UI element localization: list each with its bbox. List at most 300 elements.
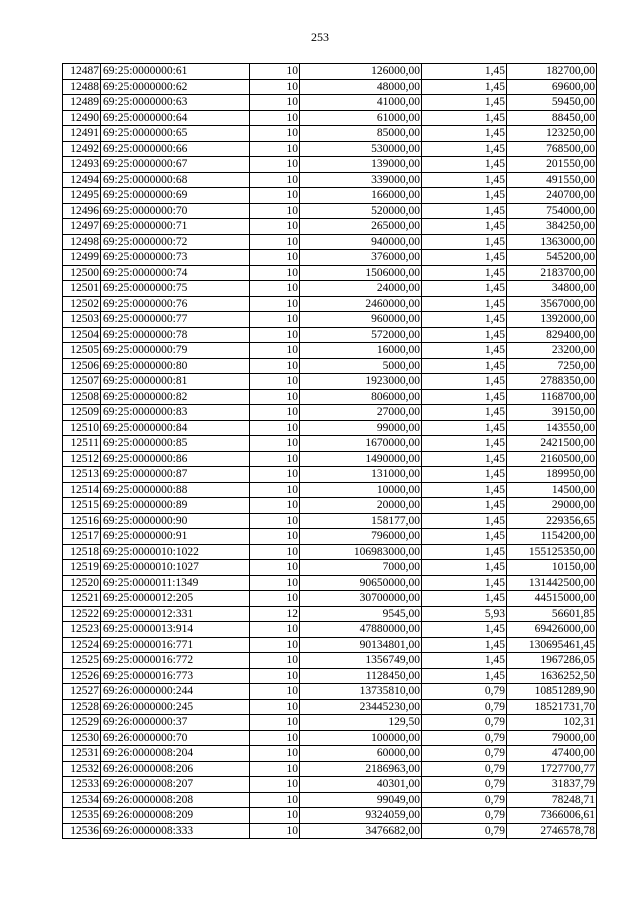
category-cell: 10: [250, 265, 300, 281]
row-number-cell: 12510: [63, 420, 101, 436]
cadastral-value-cell: 2186963,00: [300, 761, 422, 777]
row-number-cell: 12511: [63, 436, 101, 452]
cadastral-number-cell: 69:26:0000000:70: [101, 730, 250, 746]
result-value-cell: 3567000,00: [507, 296, 597, 312]
cadastral-value-cell: 131000,00: [300, 467, 422, 483]
cadastral-value-cell: 572000,00: [300, 327, 422, 343]
coefficient-cell: 1,45: [422, 157, 507, 173]
coefficient-cell: 0,79: [422, 715, 507, 731]
cadastral-value-cell: 5000,00: [300, 358, 422, 374]
cadastral-number-cell: 69:25:0000000:61: [101, 64, 250, 80]
row-number-cell: 12526: [63, 668, 101, 684]
row-number-cell: 12524: [63, 637, 101, 653]
cadastral-number-cell: 69:25:0000011:1349: [101, 575, 250, 591]
category-cell: 10: [250, 343, 300, 359]
category-cell: 10: [250, 374, 300, 390]
row-number-cell: 12522: [63, 606, 101, 622]
result-value-cell: 10150,00: [507, 560, 597, 576]
table-row: [63, 110, 597, 126]
cadastral-value-cell: 24000,00: [300, 281, 422, 297]
coefficient-cell: 1,45: [422, 219, 507, 235]
category-cell: 10: [250, 498, 300, 514]
table-row: [63, 250, 597, 266]
table-row: [63, 777, 597, 793]
row-number-cell: 12502: [63, 296, 101, 312]
category-cell: 10: [250, 730, 300, 746]
coefficient-cell: 5,93: [422, 606, 507, 622]
coefficient-cell: 1,45: [422, 529, 507, 545]
cadastral-number-cell: 69:25:0000000:69: [101, 188, 250, 204]
table-row: [63, 684, 597, 700]
category-cell: 10: [250, 157, 300, 173]
result-value-cell: 130695461,45: [507, 637, 597, 653]
cadastral-number-cell: 69:25:0000000:74: [101, 265, 250, 281]
row-number-cell: 12516: [63, 513, 101, 529]
category-cell: 10: [250, 79, 300, 95]
coefficient-cell: 1,45: [422, 234, 507, 250]
cadastral-value-cell: 90650000,00: [300, 575, 422, 591]
cadastral-number-cell: 69:25:0000000:82: [101, 389, 250, 405]
table-row: [63, 668, 597, 684]
table-row: [63, 296, 597, 312]
cadastral-value-cell: 23445230,00: [300, 699, 422, 715]
category-cell: 10: [250, 761, 300, 777]
cadastral-number-cell: 69:25:0000000:84: [101, 420, 250, 436]
table-row: [63, 606, 597, 622]
coefficient-cell: 1,45: [422, 64, 507, 80]
category-cell: 10: [250, 823, 300, 839]
cadastral-value-cell: 1356749,00: [300, 653, 422, 669]
table-row: [63, 653, 597, 669]
result-value-cell: 182700,00: [507, 64, 597, 80]
coefficient-cell: 1,45: [422, 312, 507, 328]
result-value-cell: 1154200,00: [507, 529, 597, 545]
result-value-cell: 545200,00: [507, 250, 597, 266]
coefficient-cell: 1,45: [422, 79, 507, 95]
result-value-cell: 29000,00: [507, 498, 597, 514]
cadastral-value-cell: 940000,00: [300, 234, 422, 250]
cadastral-number-cell: 69:25:0000000:77: [101, 312, 250, 328]
table-row: [63, 79, 597, 95]
table-row: [63, 141, 597, 157]
cadastral-number-cell: 69:25:0000000:78: [101, 327, 250, 343]
result-value-cell: 240700,00: [507, 188, 597, 204]
result-value-cell: 2421500,00: [507, 436, 597, 452]
cadastral-value-cell: 100000,00: [300, 730, 422, 746]
row-number-cell: 12497: [63, 219, 101, 235]
cadastral-number-cell: 69:25:0000000:81: [101, 374, 250, 390]
row-number-cell: 12504: [63, 327, 101, 343]
table-row: [63, 482, 597, 498]
category-cell: 10: [250, 110, 300, 126]
cadastral-number-cell: 69:26:0000008:204: [101, 746, 250, 762]
row-number-cell: 12525: [63, 653, 101, 669]
cadastral-value-cell: 27000,00: [300, 405, 422, 421]
table-row: [63, 157, 597, 173]
cadastral-number-cell: 69:26:0000008:333: [101, 823, 250, 839]
cadastral-number-cell: 69:25:0000010:1027: [101, 560, 250, 576]
result-value-cell: 69600,00: [507, 79, 597, 95]
result-value-cell: 79000,00: [507, 730, 597, 746]
category-cell: 10: [250, 141, 300, 157]
coefficient-cell: 1,45: [422, 622, 507, 638]
table-row: [63, 374, 597, 390]
cadastral-number-cell: 69:25:0000000:70: [101, 203, 250, 219]
cadastral-value-cell: 90134801,00: [300, 637, 422, 653]
cadastral-value-cell: 960000,00: [300, 312, 422, 328]
table-row: [63, 529, 597, 545]
coefficient-cell: 1,45: [422, 389, 507, 405]
cadastral-value-cell: 41000,00: [300, 95, 422, 111]
category-cell: 10: [250, 126, 300, 142]
cadastral-number-cell: 69:25:0000000:89: [101, 498, 250, 514]
category-cell: 10: [250, 529, 300, 545]
result-value-cell: 201550,00: [507, 157, 597, 173]
result-value-cell: 2788350,00: [507, 374, 597, 390]
result-value-cell: 102,31: [507, 715, 597, 731]
result-value-cell: 44515000,00: [507, 591, 597, 607]
table-row: [63, 188, 597, 204]
table-row: [63, 343, 597, 359]
cadastral-number-cell: 69:25:0000000:67: [101, 157, 250, 173]
category-cell: 10: [250, 808, 300, 824]
cadastral-number-cell: 69:25:0000000:88: [101, 482, 250, 498]
cadastral-number-cell: 69:25:0000000:90: [101, 513, 250, 529]
table-row: [63, 560, 597, 576]
coefficient-cell: 1,45: [422, 467, 507, 483]
row-number-cell: 12515: [63, 498, 101, 514]
table-body: [63, 64, 597, 839]
coefficient-cell: 1,45: [422, 126, 507, 142]
cadastral-value-cell: 376000,00: [300, 250, 422, 266]
table-row: [63, 544, 597, 560]
cadastral-number-cell: 69:25:0000016:772: [101, 653, 250, 669]
cadastral-number-cell: 69:25:0000000:75: [101, 281, 250, 297]
result-value-cell: 768500,00: [507, 141, 597, 157]
result-value-cell: 2160500,00: [507, 451, 597, 467]
row-number-cell: 12509: [63, 405, 101, 421]
coefficient-cell: 1,45: [422, 544, 507, 560]
cadastral-number-cell: 69:25:0000000:71: [101, 219, 250, 235]
coefficient-cell: 1,45: [422, 420, 507, 436]
result-value-cell: 56601,85: [507, 606, 597, 622]
cadastral-number-cell: 69:26:0000008:206: [101, 761, 250, 777]
coefficient-cell: 0,79: [422, 777, 507, 793]
category-cell: 10: [250, 281, 300, 297]
result-value-cell: 10851289,90: [507, 684, 597, 700]
coefficient-cell: 1,45: [422, 513, 507, 529]
table-row: [63, 637, 597, 653]
category-cell: 10: [250, 312, 300, 328]
category-cell: 10: [250, 64, 300, 80]
cadastral-number-cell: 69:25:0000000:76: [101, 296, 250, 312]
cadastral-value-cell: 796000,00: [300, 529, 422, 545]
row-number-cell: 12536: [63, 823, 101, 839]
table-row: [63, 312, 597, 328]
coefficient-cell: 0,79: [422, 746, 507, 762]
table-row: [63, 761, 597, 777]
category-cell: 10: [250, 405, 300, 421]
coefficient-cell: 1,45: [422, 374, 507, 390]
coefficient-cell: 1,45: [422, 358, 507, 374]
coefficient-cell: 1,45: [422, 575, 507, 591]
result-value-cell: 1392000,00: [507, 312, 597, 328]
coefficient-cell: 0,79: [422, 761, 507, 777]
cadastral-value-cell: 1923000,00: [300, 374, 422, 390]
coefficient-cell: 1,45: [422, 95, 507, 111]
result-value-cell: 229356,65: [507, 513, 597, 529]
table-row: [63, 234, 597, 250]
coefficient-cell: 0,79: [422, 808, 507, 824]
row-number-cell: 12527: [63, 684, 101, 700]
cadastral-number-cell: 69:25:0000000:64: [101, 110, 250, 126]
category-cell: 10: [250, 327, 300, 343]
category-cell: 10: [250, 482, 300, 498]
table-row: [63, 699, 597, 715]
category-cell: 10: [250, 188, 300, 204]
coefficient-cell: 1,45: [422, 281, 507, 297]
row-number-cell: 12492: [63, 141, 101, 157]
category-cell: 12: [250, 606, 300, 622]
result-value-cell: 14500,00: [507, 482, 597, 498]
row-number-cell: 12523: [63, 622, 101, 638]
category-cell: 10: [250, 777, 300, 793]
category-cell: 10: [250, 172, 300, 188]
category-cell: 10: [250, 436, 300, 452]
cadastral-number-cell: 69:25:0000000:79: [101, 343, 250, 359]
category-cell: 10: [250, 203, 300, 219]
row-number-cell: 12490: [63, 110, 101, 126]
coefficient-cell: 1,45: [422, 436, 507, 452]
row-number-cell: 12520: [63, 575, 101, 591]
cadastral-value-cell: 2460000,00: [300, 296, 422, 312]
row-number-cell: 12501: [63, 281, 101, 297]
category-cell: 10: [250, 467, 300, 483]
row-number-cell: 12503: [63, 312, 101, 328]
table-row: [63, 513, 597, 529]
coefficient-cell: 1,45: [422, 141, 507, 157]
result-value-cell: 189950,00: [507, 467, 597, 483]
result-value-cell: 491550,00: [507, 172, 597, 188]
row-number-cell: 12495: [63, 188, 101, 204]
coefficient-cell: 1,45: [422, 482, 507, 498]
coefficient-cell: 1,45: [422, 203, 507, 219]
table-row: [63, 358, 597, 374]
cadastral-value-cell: 99049,00: [300, 792, 422, 808]
cadastral-number-cell: 69:25:0000013:914: [101, 622, 250, 638]
result-value-cell: 88450,00: [507, 110, 597, 126]
result-value-cell: 1727700,77: [507, 761, 597, 777]
category-cell: 10: [250, 451, 300, 467]
cadastral-value-cell: 16000,00: [300, 343, 422, 359]
coefficient-cell: 1,45: [422, 110, 507, 126]
table-row: [63, 730, 597, 746]
row-number-cell: 12506: [63, 358, 101, 374]
row-number-cell: 12498: [63, 234, 101, 250]
row-number-cell: 12519: [63, 560, 101, 576]
result-value-cell: 34800,00: [507, 281, 597, 297]
result-value-cell: 2183700,00: [507, 265, 597, 281]
row-number-cell: 12488: [63, 79, 101, 95]
table-row: [63, 591, 597, 607]
cadastral-value-cell: 166000,00: [300, 188, 422, 204]
result-value-cell: 384250,00: [507, 219, 597, 235]
cadastral-number-cell: 69:25:0000000:91: [101, 529, 250, 545]
cadastral-number-cell: 69:25:0000000:65: [101, 126, 250, 142]
cadastral-number-cell: 69:26:0000008:207: [101, 777, 250, 793]
row-number-cell: 12491: [63, 126, 101, 142]
result-value-cell: 829400,00: [507, 327, 597, 343]
coefficient-cell: 0,79: [422, 792, 507, 808]
category-cell: 10: [250, 591, 300, 607]
result-value-cell: 7250,00: [507, 358, 597, 374]
table-row: [63, 203, 597, 219]
category-cell: 10: [250, 792, 300, 808]
coefficient-cell: 1,45: [422, 327, 507, 343]
result-value-cell: 7366006,61: [507, 808, 597, 824]
row-number-cell: 12529: [63, 715, 101, 731]
result-value-cell: 78248,71: [507, 792, 597, 808]
category-cell: 10: [250, 668, 300, 684]
coefficient-cell: 1,45: [422, 188, 507, 204]
coefficient-cell: 1,45: [422, 498, 507, 514]
row-number-cell: 12487: [63, 64, 101, 80]
result-value-cell: 47400,00: [507, 746, 597, 762]
cadastral-number-cell: 69:25:0000016:771: [101, 637, 250, 653]
table-row: [63, 823, 597, 839]
cadastral-number-cell: 69:25:0000000:80: [101, 358, 250, 374]
category-cell: 10: [250, 684, 300, 700]
row-number-cell: 12518: [63, 544, 101, 560]
result-value-cell: 39150,00: [507, 405, 597, 421]
coefficient-cell: 1,45: [422, 250, 507, 266]
category-cell: 10: [250, 746, 300, 762]
row-number-cell: 12521: [63, 591, 101, 607]
cadastral-value-cell: 1490000,00: [300, 451, 422, 467]
result-value-cell: 131442500,00: [507, 575, 597, 591]
cadastral-table: [62, 63, 597, 839]
row-number-cell: 12531: [63, 746, 101, 762]
category-cell: 10: [250, 234, 300, 250]
row-number-cell: 12528: [63, 699, 101, 715]
cadastral-value-cell: 1506000,00: [300, 265, 422, 281]
result-value-cell: 1636252,50: [507, 668, 597, 684]
cadastral-value-cell: 48000,00: [300, 79, 422, 95]
category-cell: 10: [250, 544, 300, 560]
coefficient-cell: 1,45: [422, 668, 507, 684]
result-value-cell: 1363000,00: [507, 234, 597, 250]
row-number-cell: 12513: [63, 467, 101, 483]
table-row: [63, 265, 597, 281]
row-number-cell: 12530: [63, 730, 101, 746]
cadastral-number-cell: 69:25:0000000:87: [101, 467, 250, 483]
table-row: [63, 95, 597, 111]
cadastral-value-cell: 3476682,00: [300, 823, 422, 839]
coefficient-cell: 1,45: [422, 265, 507, 281]
table-row: [63, 467, 597, 483]
result-value-cell: 69426000,00: [507, 622, 597, 638]
cadastral-value-cell: 139000,00: [300, 157, 422, 173]
cadastral-value-cell: 1670000,00: [300, 436, 422, 452]
result-value-cell: 31837,79: [507, 777, 597, 793]
cadastral-value-cell: 40301,00: [300, 777, 422, 793]
row-number-cell: 12496: [63, 203, 101, 219]
cadastral-value-cell: 60000,00: [300, 746, 422, 762]
cadastral-value-cell: 47880000,00: [300, 622, 422, 638]
category-cell: 10: [250, 358, 300, 374]
row-number-cell: 12500: [63, 265, 101, 281]
table-row: [63, 715, 597, 731]
row-number-cell: 12493: [63, 157, 101, 173]
table-row: [63, 172, 597, 188]
cadastral-value-cell: 530000,00: [300, 141, 422, 157]
row-number-cell: 12489: [63, 95, 101, 111]
cadastral-number-cell: 69:26:0000008:209: [101, 808, 250, 824]
table-row: [63, 498, 597, 514]
coefficient-cell: 0,79: [422, 730, 507, 746]
coefficient-cell: 1,45: [422, 451, 507, 467]
category-cell: 10: [250, 575, 300, 591]
coefficient-cell: 0,79: [422, 699, 507, 715]
result-value-cell: 143550,00: [507, 420, 597, 436]
category-cell: 10: [250, 250, 300, 266]
row-number-cell: 12508: [63, 389, 101, 405]
category-cell: 10: [250, 296, 300, 312]
coefficient-cell: 1,45: [422, 405, 507, 421]
cadastral-number-cell: 69:26:0000000:37: [101, 715, 250, 731]
coefficient-cell: 1,45: [422, 653, 507, 669]
cadastral-number-cell: 69:25:0000000:73: [101, 250, 250, 266]
row-number-cell: 12535: [63, 808, 101, 824]
result-value-cell: 18521731,70: [507, 699, 597, 715]
cadastral-number-cell: 69:25:0000016:773: [101, 668, 250, 684]
category-cell: 10: [250, 622, 300, 638]
cadastral-number-cell: 69:25:0000000:72: [101, 234, 250, 250]
table-row: [63, 436, 597, 452]
table-row: [63, 64, 597, 80]
category-cell: 10: [250, 637, 300, 653]
cadastral-value-cell: 7000,00: [300, 560, 422, 576]
coefficient-cell: 1,45: [422, 591, 507, 607]
result-value-cell: 123250,00: [507, 126, 597, 142]
result-value-cell: 23200,00: [507, 343, 597, 359]
row-number-cell: 12534: [63, 792, 101, 808]
cadastral-value-cell: 9324059,00: [300, 808, 422, 824]
row-number-cell: 12532: [63, 761, 101, 777]
cadastral-number-cell: 69:25:0000000:62: [101, 79, 250, 95]
table-row: [63, 451, 597, 467]
table-row: [63, 126, 597, 142]
cadastral-value-cell: 806000,00: [300, 389, 422, 405]
table-row: [63, 808, 597, 824]
cadastral-number-cell: 69:25:0000010:1022: [101, 544, 250, 560]
cadastral-number-cell: 69:25:0000000:86: [101, 451, 250, 467]
row-number-cell: 12499: [63, 250, 101, 266]
category-cell: 10: [250, 95, 300, 111]
cadastral-value-cell: 9545,00: [300, 606, 422, 622]
category-cell: 10: [250, 560, 300, 576]
result-value-cell: 1168700,00: [507, 389, 597, 405]
coefficient-cell: 0,79: [422, 823, 507, 839]
category-cell: 10: [250, 513, 300, 529]
coefficient-cell: 1,45: [422, 637, 507, 653]
table-row: [63, 219, 597, 235]
cadastral-number-cell: 69:25:0000000:83: [101, 405, 250, 421]
category-cell: 10: [250, 219, 300, 235]
cadastral-value-cell: 1128450,00: [300, 668, 422, 684]
row-number-cell: 12514: [63, 482, 101, 498]
table-row: [63, 327, 597, 343]
